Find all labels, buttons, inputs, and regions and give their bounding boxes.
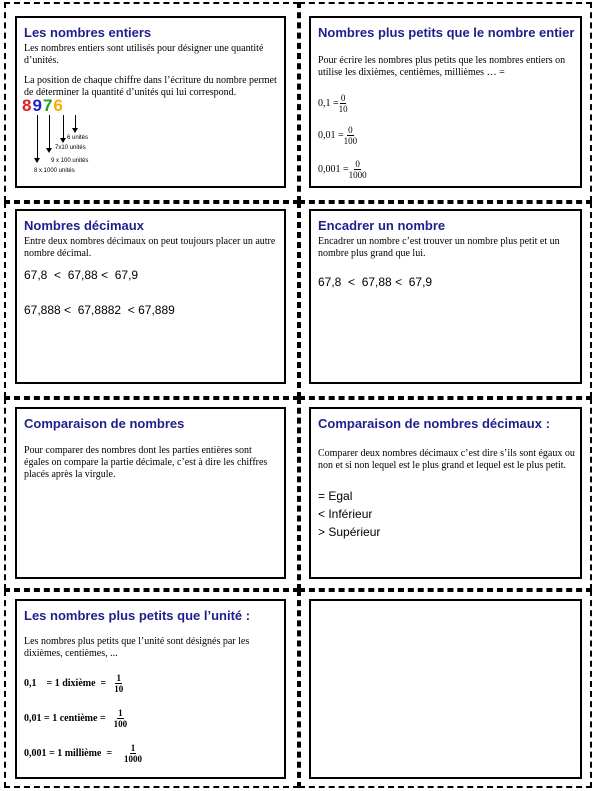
card-comparaison-nombres [15,407,286,579]
card-encadrer-nombre [309,209,582,384]
card-nombres-decimaux [15,209,286,384]
fraction-left: 0,1 = 1 dixième = [24,678,107,689]
numerator: 0 [348,125,353,135]
card-text: Pour comparer des nombres dont les parties entières sont égales on compare la partie décimale, c’est à dire les chiffres placés après la virgule. [24,445,268,480]
card-title: Encadrer un nombre [318,218,446,233]
arrowhead-icon [34,158,40,163]
card-comparaison-decimaux [309,407,582,579]
fraction [349,159,367,180]
card-title: Comparaison de nombres décimaux : [318,416,550,431]
symbol-item: = Egal [318,489,353,503]
comparison-line: 67,8 < 67,88 < 67,9 [24,268,139,282]
number-digits [22,96,64,116]
card-text: Pour écrire les nombres plus petits que les nombres entiers on utilise les dixièmes, centièmes, millièmes … = [318,55,566,78]
arrow-hundreds [49,115,50,149]
label-tens: 7x10 unités [55,145,86,151]
numerator: 1 [130,743,136,753]
arrowhead-icon [60,138,66,143]
fraction-row [318,159,367,180]
card-title: Nombres décimaux [24,218,144,233]
digit-tens: 7 [42,96,54,115]
card-empty [309,599,582,779]
denominator: 10 [338,104,348,114]
fraction-left: 0,01 = 1 centième = [24,713,106,724]
fraction [114,708,128,729]
denominator: 10 [114,684,124,694]
fraction-left: 0,01 = [318,130,344,141]
fraction-left: 0,001 = 1 millième = [24,748,113,759]
digit-hundreds: 9 [32,96,43,115]
label-thousands: 8 x 1000 unités [34,168,75,174]
arrow-thousands [37,115,38,159]
fraction-row [318,93,348,114]
fraction-left: 0,1 = [318,98,339,109]
arrow-tens [63,115,64,139]
digit-thousands: 8 [22,96,33,115]
fraction-row [24,743,142,764]
card-title: Les nombres entiers [24,25,152,40]
denominator: 100 [113,719,128,729]
fraction-row [24,708,127,729]
fraction-left: 0,001 = [318,164,349,175]
symbol-item: > Supérieur [318,525,381,539]
card-nombres-plus-petits-entier [309,16,582,188]
denominator: 1000 [124,754,143,764]
numerator: 0 [355,159,360,169]
card-text: Encadrer un nombre c’est trouver un nombre plus petit et un nombre plus grand que lui. [318,236,560,259]
fraction [339,93,348,114]
card-text: Les nombres plus petits que l’unité sont désignés par les dixièmes, centièmes, ... [24,636,250,659]
numerator: 1 [118,708,123,718]
card-nombres-entiers [15,16,286,188]
card-text: La position de chaque chiffre dans l’écriture du nombre permet de déterminer la quantité d’unités qui lui correspond. [24,75,277,98]
card-title: Comparaison de nombres [24,416,185,431]
arrow-units [75,115,76,129]
arrowhead-icon [46,148,52,153]
card-title: Les nombres plus petits que l’unité : [24,608,251,623]
comparison-line: 67,888 < 67,8882 < 67,889 [24,303,175,317]
numerator: 0 [340,93,346,103]
symbol-item: < Inférieur [318,507,373,521]
denominator: 100 [343,136,358,146]
fraction [114,673,123,694]
label-hundreds: 9 x 100 unités [51,158,89,164]
comparison-line: 67,8 < 67,88 < 67,9 [318,275,433,289]
label-units: 6 unités [67,135,89,141]
card-text: Comparer deux nombres décimaux c’est dire s’ils sont égaux ou non et si non lequel est le plus grand et lequel est le plus petit. [318,448,575,471]
arrowhead-icon [72,128,78,133]
fraction-row [24,673,123,694]
card-title: Nombres plus petits que le nombre entier [318,25,575,40]
fraction [344,125,358,146]
card-nombres-plus-petits-unite [15,599,286,779]
numerator: 1 [116,673,121,683]
fraction-row [318,125,357,146]
denominator: 1000 [348,170,367,180]
fraction [124,743,142,764]
card-text: Entre deux nombres décimaux on peut toujours placer un autre nombre décimal. [24,236,276,259]
card-text: Les nombres entiers sont utilisés pour désigner une quantité d’unités. [24,43,264,66]
digit-units: 6 [53,96,64,115]
